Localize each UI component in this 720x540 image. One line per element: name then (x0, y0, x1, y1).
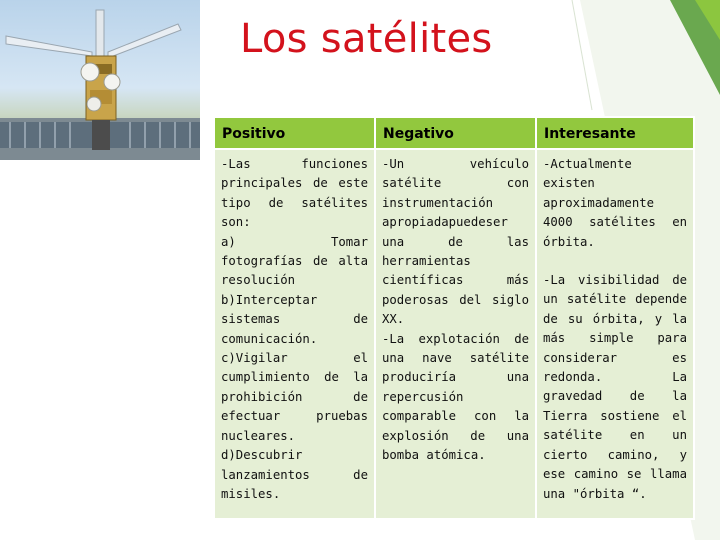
header-interesante: Interesante (536, 117, 694, 149)
header-negativo: Negativo (375, 117, 536, 149)
cell-interesante (536, 149, 694, 519)
cell-positivo (214, 149, 375, 519)
satellite-photo (0, 0, 200, 160)
table-header-row (214, 117, 694, 149)
interesante-text-1: -Actualmente existen aproximadamente 4000 satélites en órbita. (543, 157, 687, 249)
page-title: Los satélites (240, 16, 493, 62)
cell-negativo (375, 149, 536, 519)
comparison-table (213, 116, 695, 520)
interesante-text-2: -La visibilidad de un satélite depende de su órbita, y la más simple para considerar es redonda. La gravedad de la Tierra sostiene el satélite en un cierto camino, y ese camino se llama una "órbita “. (543, 273, 687, 501)
header-positivo: Positivo (214, 117, 375, 149)
negativo-text: -Un vehículo satélite con instrumentación apropiadapuedeser una de las herramientas científicas más poderosas del siglo XX. -La explotación de una nave satélite produciría una repercusión comparable con la explosión de una bomba atómica. (382, 157, 529, 463)
table-row (214, 149, 694, 519)
positivo-text: -Las funciones principales de este tipo de satélites son: a) Tomar fotografías de alta resolución b)Interceptar sistemas de comunicación. c)Vigilar el cumplimiento de la prohibición de efectuar pruebas nucleares. d)Descubrir lanzamientos de misiles. (221, 157, 368, 501)
